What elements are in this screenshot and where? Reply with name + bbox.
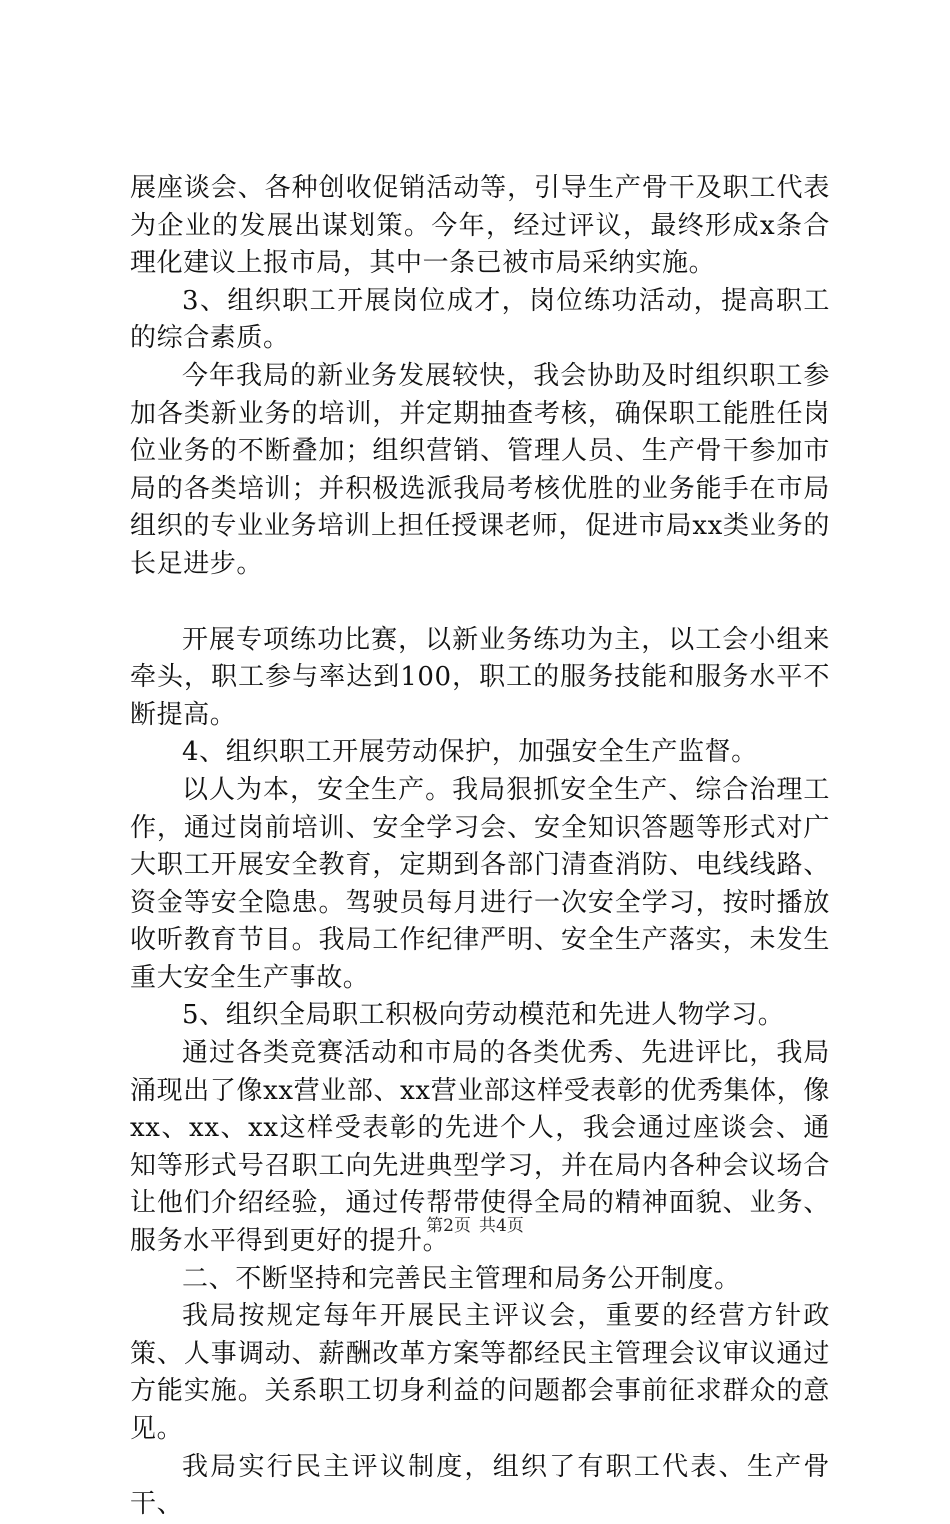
page-total: 共4页 bbox=[479, 1216, 524, 1236]
section-heading-2: 二、不断坚持和完善民主管理和局务公开制度。 bbox=[182, 1263, 741, 1294]
paragraph-competition: 开展专项练功比赛，以新业务练功为主，以工会小组来牵头，职工参与率达到100，职工的服务技能和服务水平不断提高。 bbox=[130, 624, 830, 730]
page-footer bbox=[0, 1214, 950, 1238]
paragraph-safety: 以人为本，安全生产。我局狠抓安全生产、综合治理工作，通过岗前培训、安全学习会、安全知识答题等形式对广大职工开展安全教育，定期到各部门清查消防、电线线路、资金等安全隐患。驾驶员每月进行一次安全学习，按时播放收听教育节目。我局工作纪律严明、安全生产落实，未发生重大安全生产事故。 bbox=[130, 774, 830, 993]
paragraph-spacer bbox=[130, 584, 830, 622]
page-number: 第2页 bbox=[426, 1216, 471, 1236]
paragraph-training: 今年我局的新业务发展较快，我会协助及时组织职工参加各类新业务的培训，并定期抽查考核，确保职工能胜任岗位业务的不断叠加；组织营销、管理人员、生产骨干参加市局的各类培训；并积极选派我局考核优胜的业务能手在市局组织的专业业务培训上担任授课老师，促进市局xx类业务的长足进步。 bbox=[130, 360, 830, 579]
paragraph-role-models: 通过各类竞赛活动和市局的各类优秀、先进评比，我局涌现出了像xx营业部、xx营业部这样受表彰的优秀集体，像xx、xx、xx这样受表彰的先进个人，我会通过座谈会、通知等形式号召职工向先进典型学习，并在局内各种会议场合让他们介绍经验，通过传帮带使得全局的精神面貌、业务、服务水平得到更好的提升。 bbox=[130, 1038, 830, 1257]
paragraph-heading-3: 3、组织职工开展岗位成才，岗位练功活动，提高职工的综合素质。 bbox=[130, 285, 830, 354]
paragraph-heading-5: 5、组织全局职工积极向劳动模范和先进人物学习。 bbox=[182, 1000, 785, 1031]
paragraph-heading-4: 4、组织职工开展劳动保护，加强安全生产监督。 bbox=[182, 737, 758, 768]
paragraph-review-system: 我局实行民主评议制度，组织了有职工代表、生产骨干、 bbox=[130, 1451, 830, 1520]
paragraph-continuation: 展座谈会、各种创收促销活动等，引导生产骨干及职工代表为企业的发展出谋划策。今年，经过评议，最终形成x条合理化建议上报市局，其中一条已被市局采纳实施。 bbox=[130, 173, 830, 279]
document-body bbox=[130, 170, 830, 1524]
paragraph-democratic-review: 我局按规定每年开展民主评议会，重要的经营方针政策、人事调动、薪酬改革方案等都经民主管理会议审议通过方能实施。关系职工切身利益的问题都会事前征求群众的意见。 bbox=[130, 1301, 830, 1444]
